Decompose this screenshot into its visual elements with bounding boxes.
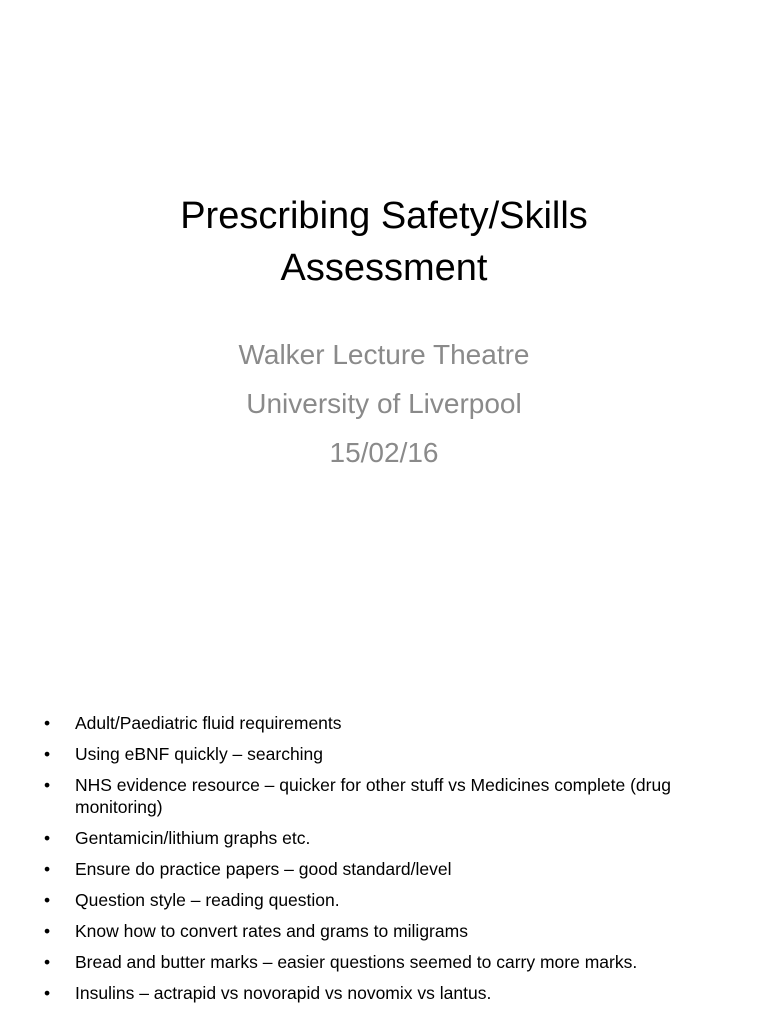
list-item-text: Question style – reading question.: [75, 890, 340, 910]
list-item-text: Insulins – actrapid vs novorapid vs novomix vs lantus.: [75, 983, 492, 1003]
list-item: [44, 889, 734, 911]
notes-slide: [0, 576, 768, 1024]
bullet-icon: •: [44, 890, 51, 910]
list-item-text: Gentamicin/lithium graphs etc.: [75, 828, 311, 848]
subtitle-venue: Walker Lecture Theatre: [238, 339, 530, 370]
list-item-text: Adult/Paediatric fluid requirements: [75, 713, 342, 733]
slide-title-line-1: Prescribing Safety/Skills: [180, 195, 588, 237]
bullet-icon: •: [44, 713, 51, 733]
subtitle-institution: University of Liverpool: [246, 388, 522, 419]
bullet-icon: •: [44, 828, 51, 848]
bullet-icon: •: [44, 952, 51, 972]
slide-subtitle: [40, 330, 728, 477]
bullet-icon: •: [44, 744, 51, 764]
slide-title-line-2: Assessment: [280, 247, 488, 289]
bullet-icon: •: [44, 921, 51, 941]
list-item: [44, 712, 734, 734]
list-item: [44, 774, 734, 818]
bullet-icon: •: [44, 859, 51, 879]
list-item: [44, 951, 734, 973]
list-item-text: NHS evidence resource – quicker for other stuff vs Medicines complete (drug monitoring): [75, 775, 671, 817]
list-item: [44, 920, 734, 942]
bullet-icon: •: [44, 983, 51, 1003]
list-item: [44, 827, 734, 849]
bullet-icon: •: [44, 775, 51, 795]
list-item: [44, 858, 734, 880]
list-item: [44, 982, 734, 1004]
list-item: [44, 743, 734, 765]
list-item-text: Using eBNF quickly – searching: [75, 744, 324, 764]
bullet-list: [44, 712, 734, 1013]
slide-title: [40, 190, 728, 294]
subtitle-date: 15/02/16: [329, 437, 439, 468]
list-item-text: Bread and butter marks – easier questions seemed to carry more marks.: [75, 952, 638, 972]
list-item-text: Know how to convert rates and grams to miligrams: [75, 921, 468, 941]
list-item-text: Ensure do practice papers – good standard/level: [75, 859, 452, 879]
